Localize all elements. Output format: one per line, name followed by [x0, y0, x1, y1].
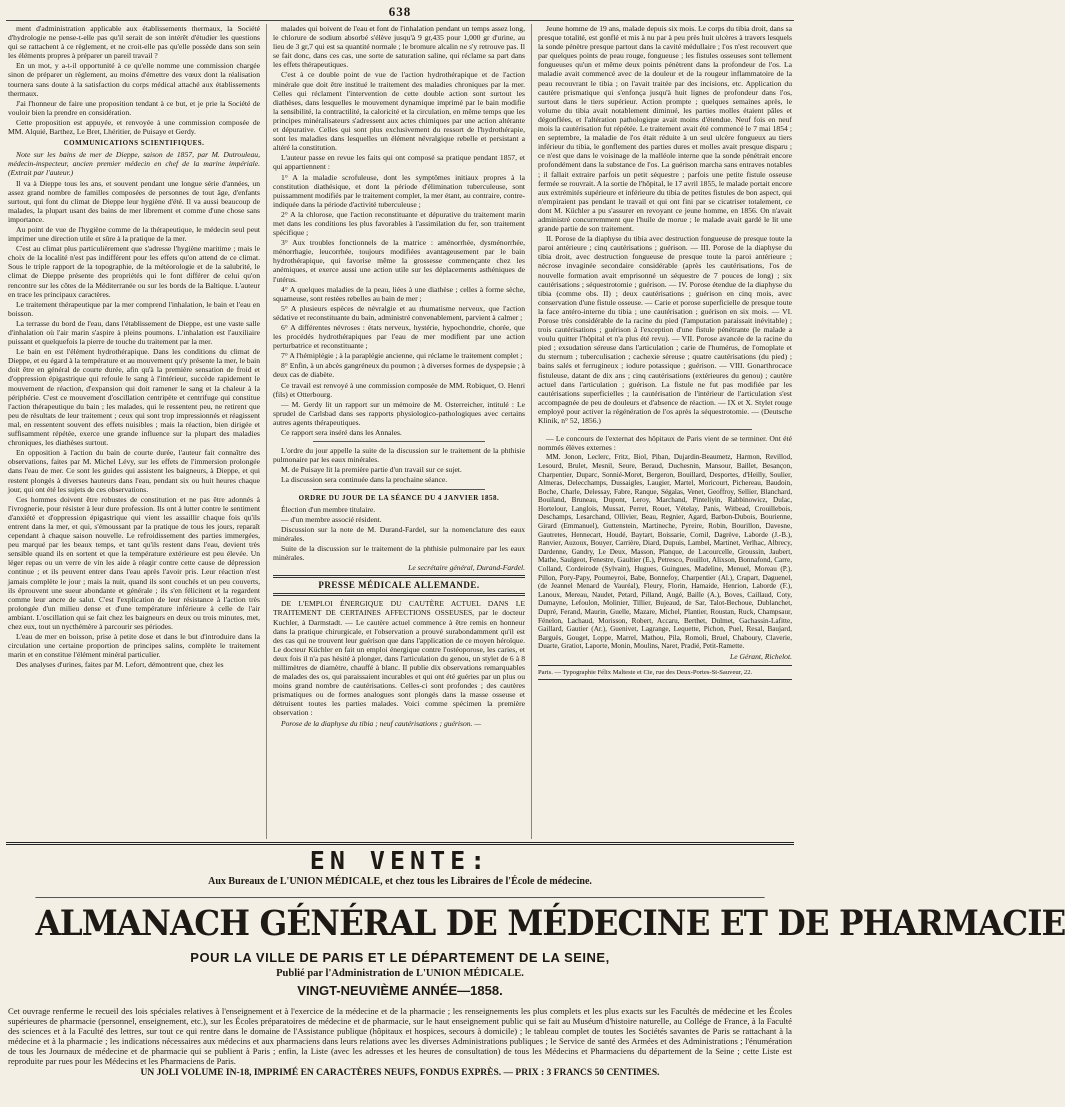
paragraph: — Le concours de l'externat des hôpitaux de Paris vient de se terminer. Ont été nommés élèves externes :: [538, 434, 792, 453]
section-heading: COMMUNICATIONS SCIENTIFIQUES.: [63, 139, 205, 148]
agenda-item: Élection d'un membre titulaire.: [281, 504, 376, 514]
paragraph: 8° Enfin, à un abcès gangréneux du poumon ; à diverses formes de dyspepsie ; à deux cas de diabète.: [273, 361, 525, 380]
paragraph: — M. Gerdy lit un rapport sur un mémoire de M. Osterreicher, intitulé : Le sprudel de Carlsbad dans ses rapports physiologico-pathologiques avec certains autres agents thérapeutiques.: [273, 399, 525, 427]
paragraph: Ce rapport sera inséré dans les Annales.: [281, 428, 402, 438]
agenda-item: — d'un membre associé résident.: [281, 514, 382, 524]
column-3: [538, 24, 792, 839]
paragraph: 7° A l'hémiplégie ; à la paraplégie ancienne, qui réclame le traitement complet ;: [281, 351, 523, 361]
paragraph: J'ai l'honneur de faire une proposition tendant à ce but, et je prie la Société de vouloir bien la prendre en considération.: [8, 98, 260, 117]
separator-rule: [578, 429, 752, 430]
paragraph: 5° A plusieurs espèces de névralgie et au rhumatisme nerveux, que l'action sédative et reconstituante du bain, administré convenablement, parvient à calmer ;: [273, 303, 525, 322]
paragraph: L'eau de mer en boisson, prise à petite dose et dans le but d'introduire dans la circulation une certaine proportion de principes salins, complète le traitement marin et en constitue l'élément minéral particulier.: [8, 632, 260, 660]
agenda-item: Suite de la discussion sur le traitement de la phthisie pulmonaire par les eaux minérales.: [273, 543, 525, 563]
paragraph: C'est au climat plus particulièrement que s'adresse l'hygiène maritime ; mais le choix de la localité n'est pas indifférent pour les effets qu'on attend de ce climat. Sous le triple rapport de la topographie, de la météorologie et de la salubrité, le climat de Dieppe présente des propriétés qui le font différer de celui qu'on rencontre sur les côtes de la Méditerranée ou sur les bords de la Baltique. L'auteur en trace les principaux caractères.: [8, 244, 260, 299]
secretary-signature: Le secrétaire général, Durand-Fardel.: [408, 563, 525, 573]
paragraph: 1° A la maladie scrofuleuse, dont les symptômes initiaux propres à la constitution diathésique, et dont la période d'élimination tuberculeuse, sont puissamment modifiés par le traitement complet, la mer étant, au contraire, contre-indiquée dans la période d'activité tuberculeuse ;: [273, 172, 525, 209]
paragraph: ment d'administration applicable aux établissements thermaux, la Société d'hydrologie ne pense-t-elle pas qu'il serait de son intérêt d'étudier les questions qui se rattachent à ce règlement, et ne croit-elle pas qu'elle possède dans son sein les éléments propres à préparer un pareil travail ?: [8, 24, 260, 61]
column-1: [8, 24, 260, 839]
paragraph: C'est à ce double point de vue de l'action hydrothérapique et de l'action minérale que doit être institué le traitement des maladies chroniques par la mer. Celles qui réclament l'intervention de cette double action sont surtout les diathèses, dans lesquelles le mouvement dynamique imprimé par le bain modifie la sensibilité, la contractilité, la caloricité et la circulation, en même temps que les principes minéralisateurs s'adressent aux actes chimiques par une action altérante et dépurative. Celles qui sont plus exclusivement du ressort de l'hydrothérapie, sont les maladies dans lesquelles un élément névralgique rebelle et persistant a altéré la constitution.: [273, 70, 525, 153]
paragraph: Porose de la diaphyse du tibia ; neuf cautérisations ; guérison. —: [281, 718, 482, 728]
paragraph: Il va à Dieppe tous les ans, et souvent pendant une longue série d'années, un assez grand nombre de familles composées de personnes de tout âge, d'enfants surtout, qui font du climat de Dieppe leur hygiène d'été. Il va aussi beaucoup de malades, la plupart usant des bains de mer librement et comme d'une chose sans importance.: [8, 178, 260, 224]
paragraph: Le traitement thérapeutique par la mer comprend l'inhalation, le bain et l'eau en boisson.: [8, 299, 260, 318]
paragraph: Cette proposition est appuyée, et renvoyée à une commission composée de MM. Alquié, Barthez, Le Bret, Lhéritier, de Puisaye et Gerdy.: [8, 117, 260, 137]
printer-imprint: Paris. — Typographie Félix Malteste et Cie, rue des Deux-Portes-St-Sauveur, 22.: [538, 665, 792, 680]
ad-publisher-line: Publié par l'Administration de L'UNION MÉDICALE.: [276, 968, 524, 979]
paragraph: L'auteur passe en revue les faits qui ont composé sa pratique pendant 1857, et qui appartiennent :: [273, 153, 525, 172]
press-section-title: PRESSE MÉDICALE ALLEMANDE.: [318, 580, 480, 591]
paragraph: 3° Aux troubles fonctionnels de la matrice : aménorrhée, dysménorrhée, ménorrhagie, leucorrhée, toujours modifiées avantageusement par le bain hydrothérapique, qui favorise même la grossesse commençante chez les anémiques, et exerce aussi une action utile sur les déplacements asthéniques de l'utérus.: [273, 238, 525, 284]
paragraph: malades qui boivent de l'eau et font de l'inhalation pendant un temps assez long, le chlorure de sodium absorbé s'élève jusqu'à 9 gr,435 pour 1,000 gr d'urine, au lieu de 3 gr,7 qui est sa quantité normale ; le bromure alcalin ne s'y retrouve pas. Il se fait donc, dans ces cas, une sorte de saturation saline, qui réclame sa part dans les effets thérapeutiques.: [273, 24, 525, 70]
ad-price-line: UN JOLI VOLUME IN-18, IMPRIMÉ EN CARACTÈRES NEUFS, FONDUS EXPRÈS. — PRIX : 3 FRANCS 50 CENTIMES.: [140, 1068, 660, 1078]
paragraph: 2° A la chlorose, que l'action reconstituante et dépurative du traitement marin met dans les conditions les plus favorables à l'assimilation du fer, son traitement spécifique ;: [273, 209, 525, 238]
paragraph: La discussion sera continuée dans la prochaine séance.: [281, 475, 448, 485]
column-divider: [531, 24, 532, 839]
paragraph: En un mot, y a-t-il opportunité à ce qu'elle nomme une commission chargée sinon de préparer un règlement, au moins d'émettre des vœux dont la réalisation tournera sans doute à la satisfaction du corps médical attaché aux établissements thermaux.: [8, 61, 260, 98]
separator-rule: [313, 489, 485, 490]
ad-year-line: VINGT-NEUVIÈME ANNÉE—1858.: [297, 983, 503, 998]
ad-region-line: POUR LA VILLE DE PARIS ET LE DÉPARTEMENT DE LA SEINE,: [190, 950, 610, 965]
almanach-title: ALMANACH GÉNÉRAL DE MÉDECINE ET DE PHARMACIE: [35, 897, 764, 944]
paragraph: Au point de vue de l'hygiène comme de la thérapeutique, le médecin seul peut imprimer une direction utile et sûre à la pratique de la mer.: [8, 224, 260, 244]
advertisement-rule: [6, 842, 794, 845]
column-divider: [266, 24, 267, 839]
separator-rule: [313, 441, 485, 442]
paragraph: 4° A quelques maladies de la peau, liées à une diathèse ; celles à forme sèche, squameuse, sont restées rebelles au bain de mer ;: [273, 284, 525, 303]
paragraph: M. de Puisaye lit la première partie d'un travail sur ce sujet.: [281, 465, 462, 475]
paragraph: En opposition à l'action du bain de courte durée, l'auteur fait connaître des observations, faites par M. Michel Lévy, sur les effets de l'immersion prolongée dans l'eau de mer. Ce sont les guides qui assistent les baigneurs, à Dieppe, et qui restent plongés à diverses hauteurs dans l'eau, pendant six ou huit heures chaque jour, qui ont été les sujets de ces observations.: [8, 448, 260, 494]
note-title: Note sur les bains de mer de Dieppe, saison de 1857, par M. Dutrouleau, médecin-inspecteur, ancien premier médecin en chef de la marine impériale. (Extrait par l'auteur.): [8, 150, 260, 178]
ad-description: Cet ouvrage renferme le recueil des lois spéciales relatives à l'enseignement et à l'exercice de la médecine et de la pharmacie ; les renseignements les plus complets et les plus exacts sur les Facultés de médecine et les Écoles supérieures de pharmacie (personnel, enseignement, etc.), sur les Écoles préparatoires de médecine et de pharmacie, sur le haut enseignement public qui se fait au Muséum d'histoire naturelle, au Collége de France, à la Faculté des sciences et à la Faculté des lettres, sur tout ce qui rentre dans le domaine de l'Assistance publique (hôpitaux et hospices, secours à domicile) ; le tableau complet de toutes les Sociétés savantes de Paris se rattachant à la médecine et à la pharmacie ; les indications nécessaires aux médecins et aux pharmaciens dans leurs relations avec les diverses Administrations publiques ; le Service de santé des Armées et des Administrations ; l'énumération de tous les Journaux de médecine et de pharmacie qui se publient à Paris ; enfin, la Liste (avec les adresses et les heures de consultation) de tous les Médecins et Pharmaciens du département de la Seine ; cette Liste est reproduite par rues pour les Médecins et les Pharmaciens de Paris.: [8, 1006, 792, 1066]
paragraph: Le bain en est l'élément hydrothérapique. Dans les conditions du climat de Dieppe, et eu égard à la température et au mouvement qu'y présente la mer, le bain doit être en général de courte durée, afin qu'à la première sensation de froid et d'oppression épigastrique qui refoule le sang à l'intérieur, succède rapidement le mouvement de réaction, d'expansion qui doit ramener le sang et la chaleur à la périphérie. C'est ce mouvement d'oscillation centripète et centrifuge qui constitue l'action thérapeutique du bain ; les malades, qui le ressentent peu, ne retirent que peu de résultats de leur traitement ; ceux qui sont trop impressionnés et réagissent mal, en ressentent souvent des effets nuisibles ; mais la réaction, bien dirigée et suffisamment répétée, exerce une grande influence sur la plupart des maladies chroniques, les diathèses surtout.: [8, 347, 260, 448]
paragraph: La terrasse du bord de l'eau, dans l'établissement de Dieppe, est une vaste salle d'inhalation où l'air marin s'aspire à pleins poumons. L'inhalation est l'auxiliaire puissant et quelquefois la pierre de touche du traitement par la mer.: [8, 318, 260, 347]
column-2: [273, 24, 525, 839]
paragraph: Ces hommes doivent être robustes de constitution et ne pas être adonnés à l'ivrognerie, pour résister à leur dure profession. Ils ont à lutter contre le sentiment d'anxiété et d'oppression épigastrique qui vient les assaillir chaque fois qu'ils entrent dans la mer, et qui, s'émoussant par la pratique de tous les jours, reparaît cependant à chaque saison nouvelle. Le refroidissement des parties immergées, peu marqué par les beaux temps, et tant qu'ils restent dans l'eau, devient très sensible quand ils en sortent et que la température extérieure est peu élevée. Un léger repas ou un verre de vin les aide à réagir contre cette cause de dépression continue ; et ils peuvent entrer dans l'eau après l'avoir pris. Leur réaction n'est jamais complète le jour ; mais la nuit, quand ils sont couchés et un peu couverts, ils éprouvent une sueur abondante et générale ; ils s'en félicitent et la regardent comme leur ancre de salut. C'est l'explication de leur résistance à l'action très prolongée d'un milieu dense et d'une température inférieure à celle de l'air ambiant. L'oscillation qui se fait chez les baigneurs en deux ou trois minutes, met, chez eux, tout un nycthémère à parcourir ses périodes.: [8, 494, 260, 631]
agenda-heading: ORDRE DU JOUR DE LA SÉANCE DU 4 JANVIER 1858.: [298, 493, 500, 502]
names-list: MM. Jonon, Leclerc, Fritz, Biol, Piban, Dujardin-Beaumetz, Harmon, Revillod, Lesourd, Brulet, Mesnil, Seure, Beraud, Duchesnin, Mansour, Baillet, Besançon, Charpentier, Duparc, Sonnié-Moret, Bergeron, Bouillard, Desportes, d'Heilly, Soulier, Almeras, Delecchamps, Dussaigles, Laugier, Martel, Moricourt, Pichereau, Baudoin, Boche, Charle, Delessay, Fabre, Ranque, Ségalas, Venet, Geoffroy, Sellier, Blanchard, Bouiland, Bruneau, Dupont, Leroy, Marchand, Pinteliyin, Rabbinowicz, Dulac, Hortelour, Langlois, Mussat, Perret, Rouet, Vételay, Panis, Witbead, Crouillebois, Deschamps, Lesarchand, Ollivier, Beau, Regnier, Agard, Barbon-Dubois, Bourienne, Girard (Emmanuel), Guttenstein, Martineche, Pyreire, Robin, Bourillon, Davesne, Gautretes, Hennecart, Houdé, Baytart, Boissarie, Cornil, Dagrève, Laborde (J.-B.), Ranvier, Auzoux, Bouyer, Carrière, Diard, Dupuis, Lambel, Martinet, Verlhac, Albrecy, Dardenne, Gandry, Le Deux, Masson, Planque, de Lacourcelle, Groussin, Jaubert, Mathe, Saulgeot, Fenestre, Gaultier (E.), Petresco, Pouillot, Alixson, Bonnafond, Carre, Colland, Cordeirode (Sylvain), Hugues, Guingues, Madeline, Menuel, Moreau (P.), Pillon, Pory-Papy, Poumeyroi, Babe, Bonnefoy, Charpentier (Al.), Crapart, Daguenel, (de Jeannel Menard de Vauréal), Fleury, Florin, Hamaide, Henrion, Laborde (F.), Lanoux, Mereau, Naudet, Petard, Pilland, Augé, Baille (A.), Boves, Caillaud, Coty, Dumayne, Lefoulon, Molinier, Tillier, Bujeaud, de Sar, Talot-Bechoue, Dublanchet, Dupré, Ferand, Maurin, Guelle, Mazare, Michel, Plantier, Roustan, Ruck, Champsaur, Fénelon, Lachaud, Morisson, Robert, Accaru, Berthet, Dulmet, Gachassin-Lafitte, Gaillard, Gautier (Ar.), Guenivet, Lagrange, Lequette, Pichon, Puel, Resal, Baujard, Barguès, Gouget, Loppe, Marrel, Mathou, Pila, Romoli, Bruel, Chaboury, Claverie, Duarte, Gratiot, Laporte, Monin, Moulins, Naret, Pradié, Petit-Ramette.: [538, 453, 792, 651]
ad-subtitle: Aux Bureaux de L'UNION MÉDICALE, et chez tous les Libraires de l'École de médecine.: [208, 876, 592, 887]
agenda-item: Discussion sur la note de M. Durand-Fardel, sur la nomenclature des eaux minérales.: [273, 524, 525, 543]
paragraph: Ce travail est renvoyé à une commission composée de MM. Robiquet, O. Henri (fils) et Otterbourg.: [273, 380, 525, 399]
paragraph: Des analyses d'urines, faites par M. Lefort, démontrent que, chez les: [16, 660, 224, 670]
gerant-signature: Le Gérant, Richelot.: [729, 651, 792, 661]
double-rule: [273, 575, 525, 578]
paragraph: 6° A différentes névroses : états nerveux, hystérie, hypochondrie, chorée, que les procédés hydrothérapiques par l'eau de mer modifient par une action perturbatrice et reconstituante ;: [273, 323, 525, 351]
advertisement: [8, 846, 1065, 1078]
paragraph: Jeune homme de 19 ans, malade depuis six mois. Le corps du tibia droit, dans sa presque totalité, est gonflé et mis à nu par à peu près huit ulcères à travers lesquels la sonde pénètre presque partout dans la cavité médullaire ; l'os n'est recouvert que par quelques points de peau rouge, fongueuse ; les fistules osseuses sont tellement fongueuses qu'un et même deux points pénètrent dans la profondeur de l'os. La maladie avait commencé avec de la douleur et de la rougeur inflammatoire de la peau recouvrant le tibia ; on l'avait traitée par des incisions, etc. Application du cautère prismatique qui s'enfonça jusqu'à huit lignes de profondeur dans l'os, surtout dans le tiers supérieur. Action prompte ; quelques semaines après, le volume du tibia avait notablement diminué, les parties molles étaient pâles et dégonflées, et l'altération pathologique avait moins d'étendue. Neuf fois en neuf mois la cautérisation fut répétée. Le traitement avait été commencé le 7 mai 1854 ; en septembre, la maladie de l'os était réduite à un seul ulcère fongueux au tiers inférieur du tibia, le gonflement des parties dures et molles avait presque disparu ; ce n'est que dans le voisinage de la malléole interne que la sonde pénétrait encore profondément dans la substance de l'os. La guérison marcha sans entraves notables ; il fallait extraire parfois un petit séquestre ; parfois une petite fistule osseuse fermée se rouvrait. A la sortie de l'hôpital, le 17 avril 1855, le malade portait encore aux extrémités supérieure et inférieure du tibia de petites fistules de bon aspect, qui n'empiraient pas pendant le travail et qui ont fini par se cicatriser totalement, ce dont M. Küchler a pu s'assurer en revoyant ce jeune homme, en 1856. On n'avait administré concurremment que l'huile de morue ; le malade avait gardé le lit une grande partie de son traitement.: [538, 24, 792, 234]
paragraph: L'ordre du jour appelle la suite de la discussion sur le traitement de la phthisie pulmonaire par les eaux minérales.: [273, 446, 525, 465]
paragraph: DE L'EMPLOI ÉNERGIQUE DU CAUTÈRE ACTUEL DANS LE TRAITEMENT DE CERTAINES AFFECTIONS OSSEUSES, par le docteur Kuchler, à Darmstadt. — Le cautère actuel commence à être remis en honneur dans la pratique chirurgicale, et l'observation a prouvé surabondamment qu'il est des cas qui ne trouvent leur guérison que dans l'application de ce moyen héroïque. Le docteur Küchler en fait un emploi énergique contre l'ostéoporose, les caries, et deux fois il n'a pas hésité à plonger, dans l'articulation du genou, un stylet de 6 à 8 millimètres de diamètre, chauffé à blanc. Il publie dix observations remarquables de malades des os, qui paraissaient incurables et qui ont été guéries par un plus ou moins grand nombre de cautérisations. Celles-ci sont profondes ; des cautères prismatiques ou de formes analogues sont plongés dans la masse osseuse et détruisent toutes les parties malades. Voici comme spécimen la première observation :: [273, 599, 525, 718]
double-rule: [273, 593, 525, 596]
en-vente-heading: EN VENTE:: [309, 846, 491, 875]
page-number: 638: [388, 4, 412, 19]
paragraph: II. Porose de la diaphyse du tibia avec destruction fongueuse de presque toute la paroi antérieure ; cinq cautérisations ; guérison. — III. Porose de la diaphyse du tibia droit, avec destruction fongueuse de presque toute la paroi antérieure ; nécrose invaginée secondaire considérable (après les cautérisations, l'os de nouvelle formation avait emprisonné un séquestre de 7 pouces de long) ; six cautérisations ; séquestrotomie ; guérison. — IV. Porose étendue de la diaphyse du tibia (comme obs. II) ; deux cautérisations ; guérison en cinq mois, avec conservation d'une fistule osseuse. — Carie et porose superficielle de presque toute la face antéro-interne du tibia ; une cautérisation ; guérison en six mois. — VI. Porose très considérable de la racine du pied (l'amputation paraissait inévitable) ; trois cautérisations ; guérison à l'exception d'une fistule pénétrante (le malade a voulu quitter l'hôpital et n'a plus été revu). — VII. Porose avancée de la racine du pied ; exsudation séreuse dans l'articulation ; carie de l'humérus, de l'omoplate et du sternum ; tuberculisation ; cachexie séreuse ; quatre cautérisations (du pied) ; bains salés et ferrugineux ; iodure potassique ; guérison. — VIII. Gonarthrocace fistuleuse, datant de dix ans ; cinq cautérisations (extérieures du genou) ; cautère actuel dans l'articulation ; guérison. La fistule ne fut pas modifiée par les cautérisations superficielles ; la cautérisation de l'intérieur de l'articulation s'est accompagnée de peu de douleurs et d'absence de réaction. — IX et X. Stylet rouge employé pour activer la régénération de l'os après la séquestrotomie. — (Deutsche Klinik, n° 52, 1856.): [538, 234, 792, 426]
header-rule: [6, 20, 794, 21]
